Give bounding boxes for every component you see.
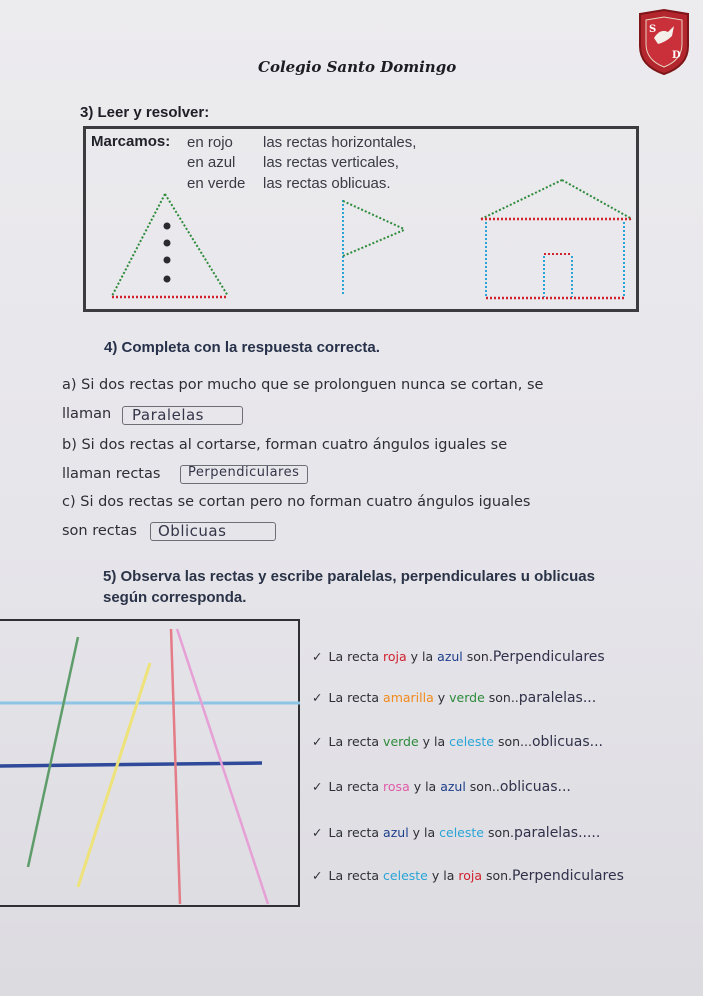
answer-a-text: Paralelas: [132, 406, 204, 424]
house-figure: [481, 180, 632, 298]
statement-3: ✓ La recta verde y la celeste son...oblicuas...: [312, 734, 603, 750]
check-icon: ✓: [312, 825, 323, 840]
check-icon: ✓: [312, 779, 323, 794]
line-red: [171, 629, 180, 904]
line-yellow: [78, 663, 150, 887]
marcamos-label: Marcamos:: [91, 133, 171, 150]
lines-figure: [0, 619, 300, 907]
question-a-line1: a) Si dos rectas por mucho que se prolonguen nunca se cortan, se: [62, 377, 544, 393]
question-b-line2: llaman rectas: [62, 466, 161, 482]
statement-4-answer[interactable]: oblicuas...: [499, 779, 571, 795]
statement-6: ✓ La recta celeste y la roja son.Perpendiculares: [312, 868, 624, 884]
statement-6-answer[interactable]: Perpendiculares: [512, 868, 624, 884]
answer-b-text: Perpendiculares: [188, 465, 300, 480]
question-b-line1: b) Si dos rectas al cortarse, forman cuatro ángulos iguales se: [62, 437, 508, 453]
statement-5-answer[interactable]: paralelas.....: [514, 825, 601, 841]
check-icon: ✓: [312, 734, 323, 749]
logo-letter-d: D: [672, 50, 681, 61]
question-c-line2: son rectas: [62, 523, 137, 539]
line-pink: [177, 629, 268, 904]
rule-lines-vertical: las rectas verticales,: [263, 154, 399, 171]
check-icon: ✓: [312, 690, 323, 705]
question-c-line1: c) Si dos rectas se cortan pero no forman cuatro ángulos iguales: [62, 494, 531, 510]
rule-color-green: en verde: [187, 175, 246, 192]
statement-2-answer[interactable]: paralelas...: [518, 690, 597, 706]
rule-color-red: en rojo: [187, 134, 233, 151]
rule-lines-horizontal: las rectas horizontales,: [263, 134, 417, 151]
statement-5: ✓ La recta azul y la celeste son.paralelas.....: [312, 825, 601, 841]
statement-1: ✓ La recta roja y la azul son.Perpendiculares: [312, 649, 605, 665]
logo-letter-s: S: [649, 24, 657, 35]
statement-1-answer[interactable]: Perpendiculares: [492, 649, 605, 665]
triangle-figure: [112, 194, 228, 297]
flag-figure: [343, 200, 404, 296]
section-4-title: 4) Completa con la respuesta correcta.: [104, 339, 380, 356]
school-name: Colegio Santo Domingo: [258, 58, 457, 76]
section-5-title-line2: según corresponda.: [103, 589, 247, 606]
statement-4: ✓ La recta rosa y la azul son..oblicuas...: [312, 779, 571, 795]
statement-3-answer[interactable]: oblicuas...: [531, 734, 603, 750]
section-5-title-line1: 5) Observa las rectas y escribe paralelas, perpendiculares u oblicuas: [103, 568, 595, 585]
answer-c-text: Oblicuas: [158, 522, 227, 540]
statement-2: ✓ La recta amarilla y verde son..paralelas...: [312, 690, 597, 706]
check-icon: ✓: [312, 649, 323, 664]
check-icon: ✓: [312, 868, 323, 883]
rule-lines-oblique: las rectas oblicuas.: [263, 175, 391, 192]
section-3-title: 3) Leer y resolver:: [80, 104, 210, 121]
line-green: [28, 637, 78, 867]
rule-color-blue: en azul: [187, 154, 236, 171]
question-a-line2: llaman: [62, 406, 112, 422]
